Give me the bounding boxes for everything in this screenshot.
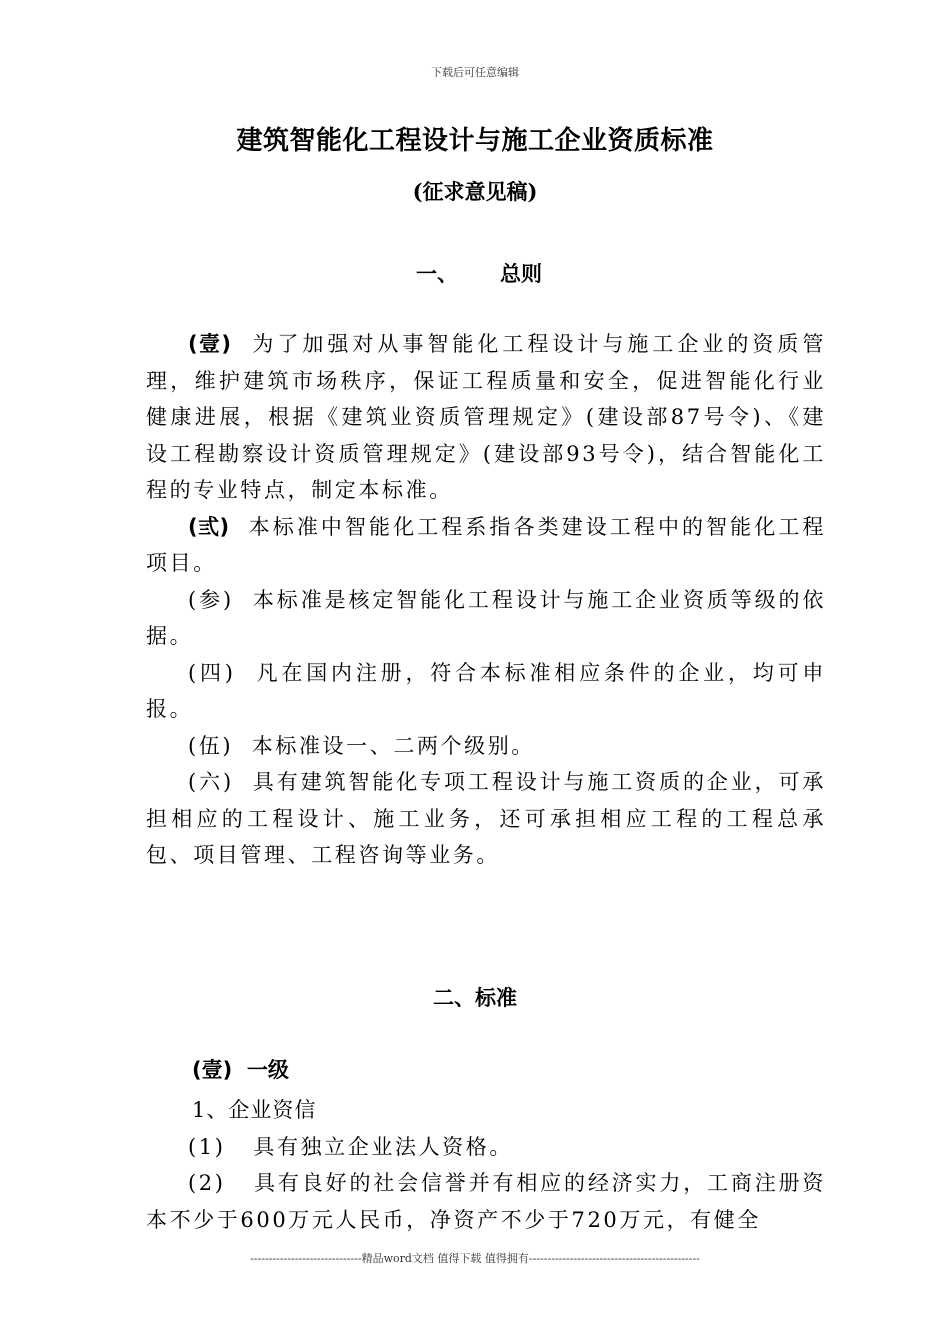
clause bbox=[146, 655, 826, 728]
item-text: 具有良好的社会信誉并有相应的经济实力，工商注册资本不少于600万元人民币，净资产不少于720万元，有健全 bbox=[146, 1171, 826, 1232]
item-mark: (1) bbox=[188, 1134, 226, 1159]
section-label: 总则 bbox=[500, 262, 542, 286]
clause bbox=[146, 764, 826, 874]
footer-note: ------------------------------精品word文档 值得下载 值得拥有---------------------------------------------- bbox=[250, 1252, 700, 1265]
document-subtitle: (征求意见稿) bbox=[412, 179, 538, 204]
item-mark: (2) bbox=[188, 1171, 226, 1195]
document-title: 建筑智能化工程设计与施工企业资质标准 bbox=[236, 126, 714, 156]
clause-mark: (伍) bbox=[188, 733, 234, 758]
clause-text: 本标准是核定智能化工程设计与施工企业资质等级的依据。 bbox=[146, 587, 827, 648]
section-heading-standards: 二、标准 bbox=[433, 986, 517, 1010]
clause-mark: (壹) bbox=[188, 332, 231, 356]
credit-item bbox=[146, 1165, 826, 1238]
clause bbox=[146, 582, 826, 655]
credit-title: 1、企业资信 bbox=[192, 1098, 317, 1122]
grade-label: 一级 bbox=[246, 1058, 289, 1082]
clause bbox=[146, 509, 826, 582]
clause bbox=[146, 728, 826, 765]
grade-heading bbox=[192, 1054, 289, 1084]
clause-mark: (六) bbox=[188, 770, 234, 794]
enterprise-credit bbox=[146, 1092, 826, 1238]
section-number: 一、 bbox=[416, 262, 458, 286]
general-provisions bbox=[146, 326, 826, 874]
grade-mark: (壹) bbox=[192, 1058, 233, 1082]
credit-item bbox=[146, 1129, 826, 1166]
section-heading-general bbox=[416, 258, 542, 288]
clause-text: 本标准设一、二两个级别。 bbox=[251, 733, 535, 758]
header-note: 下载后可任意编辑 bbox=[431, 66, 519, 79]
clause-text: 凡在国内注册，符合本标准相应条件的企业，均可申报。 bbox=[146, 660, 826, 721]
clause-mark: (四) bbox=[188, 660, 236, 685]
clause-text: 具有建筑智能化专项工程设计与施工资质的企业，可承担相应的工程设计、施工业务，还可承担相应工程的工程总承包、项目管理、工程咨询等业务。 bbox=[146, 770, 827, 867]
clause bbox=[146, 326, 826, 509]
clause-text: 为了加强对从事智能化工程设计与施工企业的资质管理，维护建筑市场秩序，保证工程质量和安全，促进智能化行业健康进展，根据《建筑业资质管理规定》(建设部87号令)、《建设工程勘察设计资质管理规定》(建设部93号令)，结合智能化工程的专业特点，制定本标准。 bbox=[146, 332, 826, 502]
item-text: 具有独立企业法人资格。 bbox=[253, 1134, 513, 1159]
clause-text: 本标准中智能化工程系指各类建设工程中的智能化工程项目。 bbox=[146, 514, 826, 575]
clause-mark: (参) bbox=[188, 587, 234, 612]
clause-mark: (弎) bbox=[188, 514, 230, 539]
